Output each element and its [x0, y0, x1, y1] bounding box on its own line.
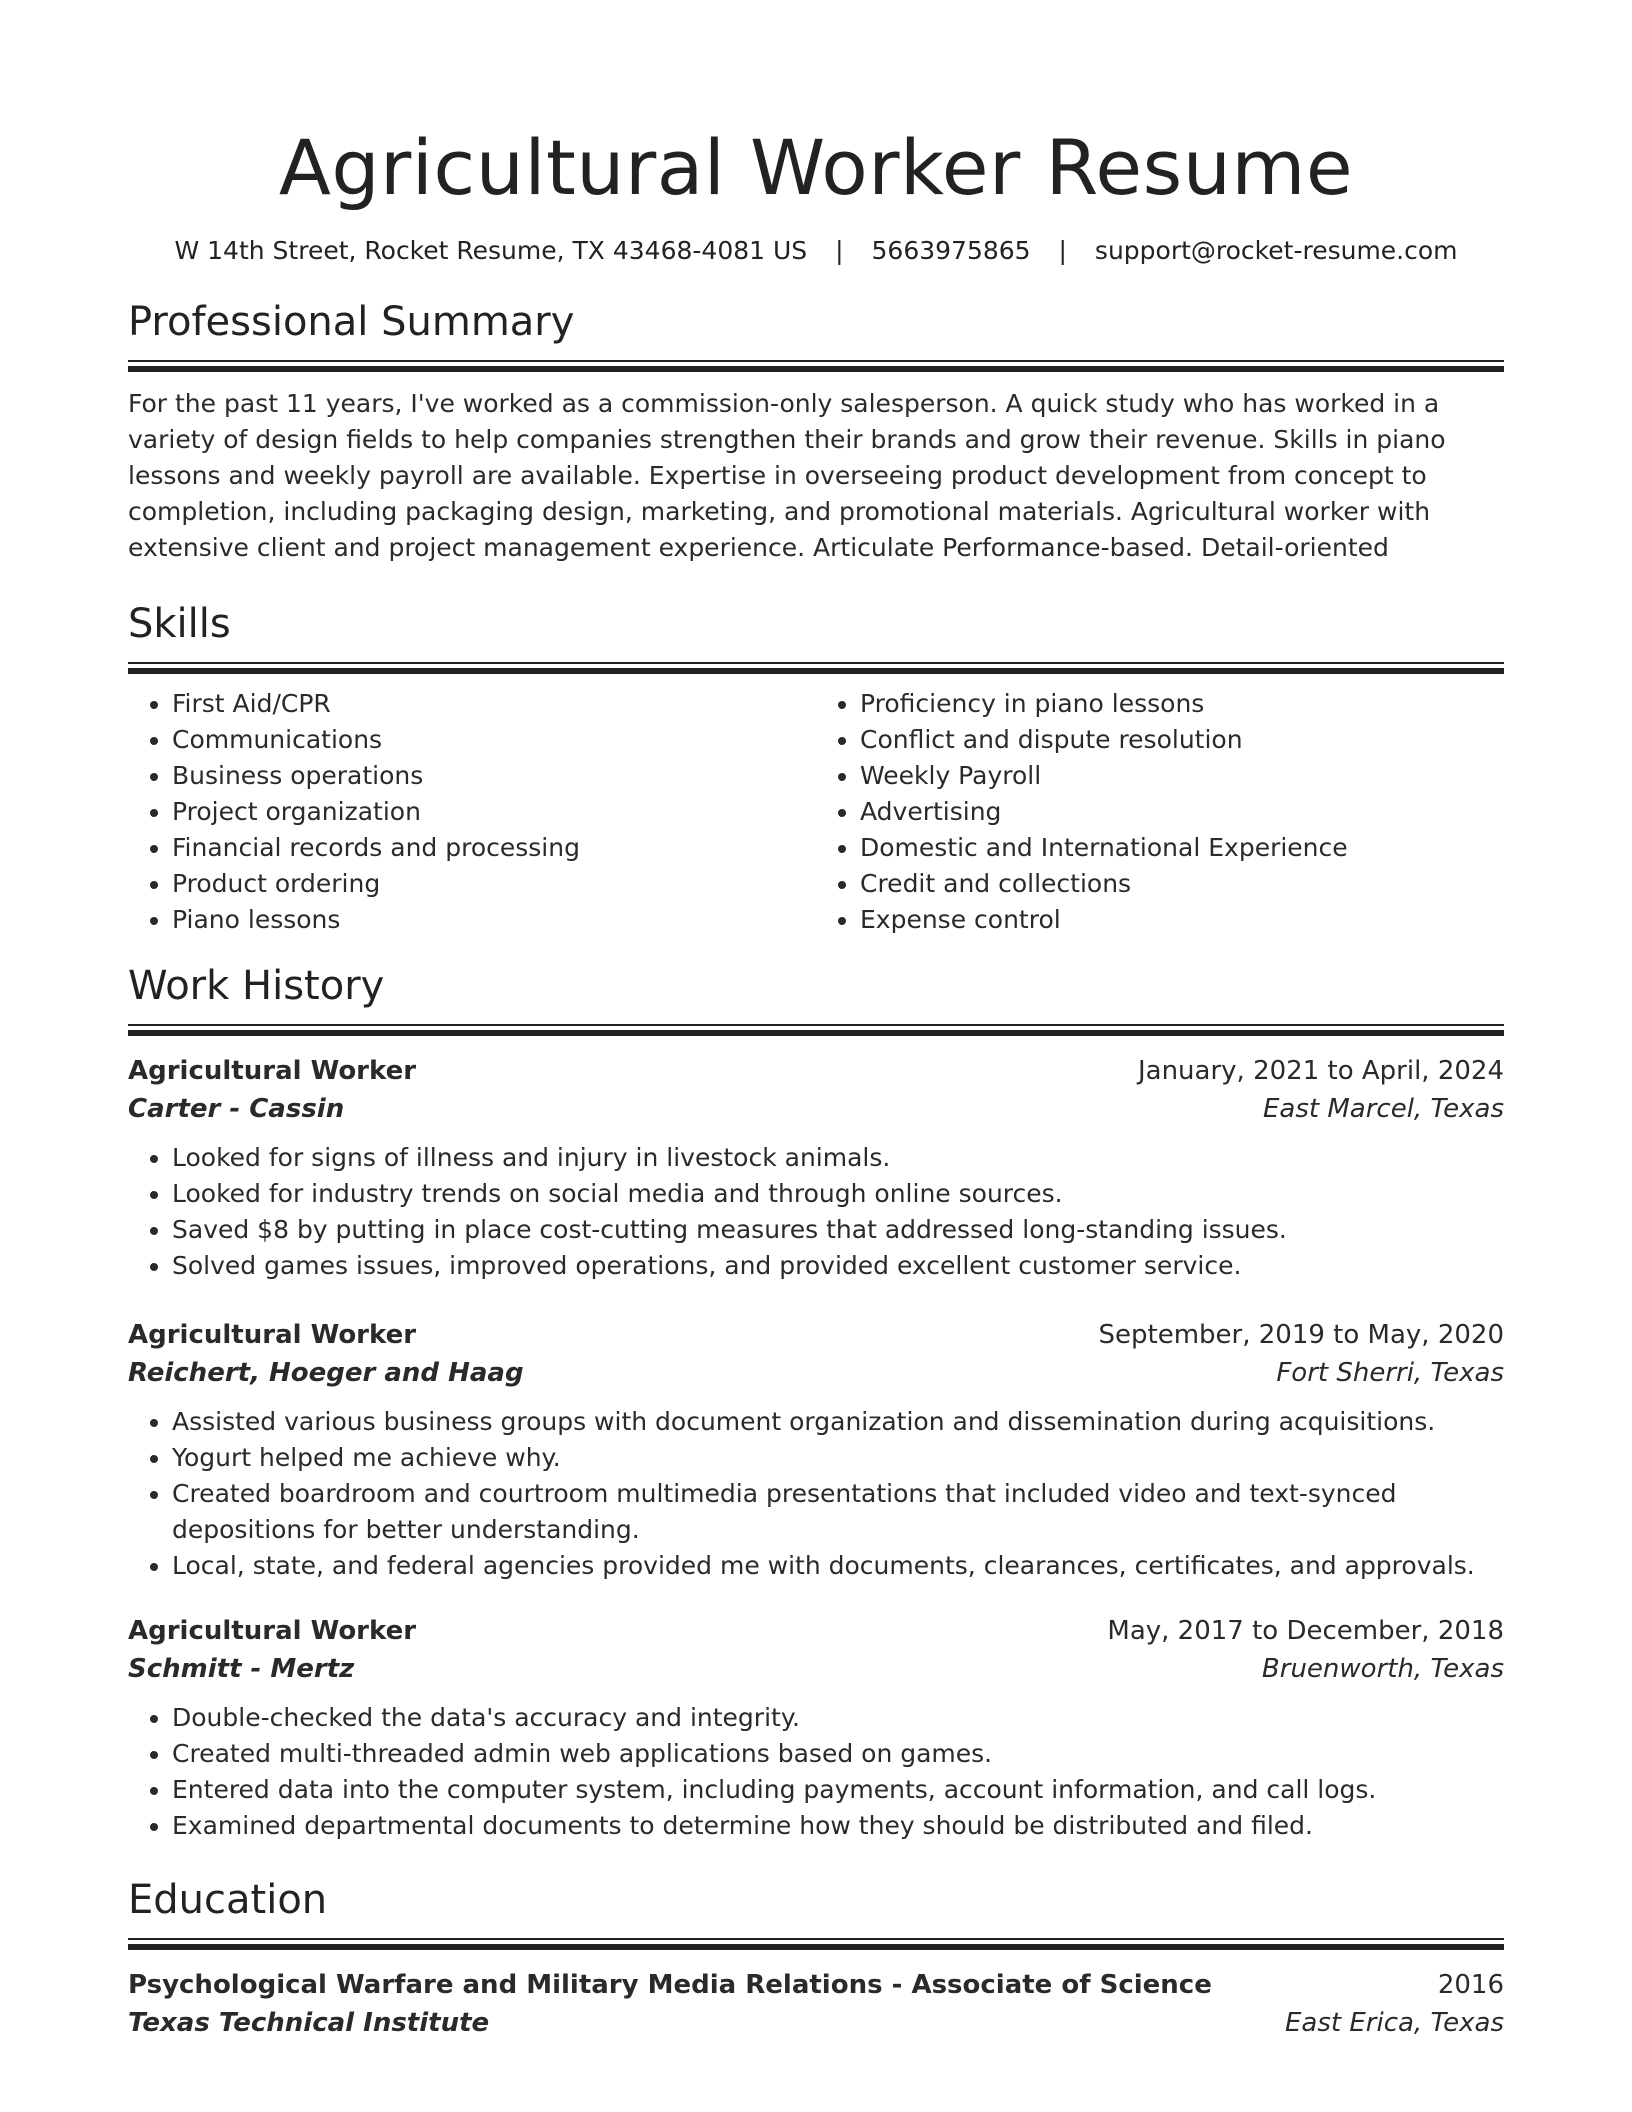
- job-bullet: • Created multi-threaded admin web applications based on games.: [172, 1736, 1504, 1772]
- skills-list: [128, 686, 1504, 938]
- job-bullet: • Created boardroom and courtroom multimedia presentations that included video and text-synced depositions for better understanding.: [172, 1476, 1504, 1548]
- education-degree: Psychological Warfare and Military Media Relations - Associate of Science: [128, 1970, 1212, 2000]
- education-location: East Erica, Texas: [1285, 2008, 1504, 2038]
- job-bullet: • Looked for signs of illness and injury in livestock animals.: [172, 1140, 1504, 1176]
- contact-phone: 5663975865: [871, 236, 1031, 265]
- skill-item: • Domestic and International Experience: [860, 830, 1504, 866]
- skills-column-right: [816, 686, 1504, 938]
- contact-email: support@rocket-resume.com: [1094, 236, 1458, 265]
- job-header: [128, 1316, 1504, 1354]
- skill-item: • Communications: [172, 722, 816, 758]
- job-bullet: • Saved $8 by putting in place cost-cutting measures that addressed long-standing issues.: [172, 1212, 1504, 1248]
- job-title: Agricultural Worker: [128, 1616, 417, 1646]
- job-bullet: • Solved games issues, improved operations, and provided excellent customer service.: [172, 1248, 1504, 1284]
- contact-separator: |: [835, 236, 844, 265]
- job-entry: [128, 1052, 1504, 1284]
- job-entry: [128, 1316, 1504, 1584]
- job-company: Carter - Cassin: [128, 1094, 345, 1124]
- education-section: [128, 1876, 1504, 2042]
- job-bullet: • Double-checked the data's accuracy and integrity.: [172, 1700, 1504, 1736]
- job-bullets: [128, 1140, 1504, 1284]
- resume-title: Agricultural Worker Resume: [278, 123, 1354, 212]
- job-subheader: [128, 1354, 1504, 1392]
- work-history-heading: Work History: [128, 963, 385, 1009]
- skill-item: • Financial records and processing: [172, 830, 816, 866]
- skill-item: • Product ordering: [172, 866, 816, 902]
- job-bullet: • Local, state, and federal agencies provided me with documents, clearances, certificates, and approvals.: [172, 1548, 1504, 1584]
- job-bullet: • Entered data into the computer system, including payments, account information, and call logs.: [172, 1772, 1504, 1808]
- job-bullet: • Examined departmental documents to determine how they should be distributed and filed.: [172, 1808, 1504, 1844]
- education-heading: Education: [128, 1877, 328, 1923]
- job-company: Reichert, Hoeger and Haag: [128, 1358, 524, 1388]
- contact-line: [128, 234, 1504, 268]
- contact-separator: |: [1058, 236, 1067, 265]
- skill-item: • Business operations: [172, 758, 816, 794]
- education-year: 2016: [1437, 1970, 1504, 2000]
- summary-heading: Professional Summary: [128, 299, 575, 345]
- skill-item: • Advertising: [860, 794, 1504, 830]
- education-header: [128, 1966, 1504, 2004]
- job-location: Fort Sherri, Texas: [1276, 1358, 1504, 1388]
- skill-item: • First Aid/CPR: [172, 686, 816, 722]
- skill-item: • Project organization: [172, 794, 816, 830]
- skills-column-left: [128, 686, 816, 938]
- section-divider: [128, 1024, 1504, 1036]
- job-header: [128, 1612, 1504, 1650]
- job-company: Schmitt - Mertz: [128, 1654, 355, 1684]
- skill-item: • Expense control: [860, 902, 1504, 938]
- skill-item: • Credit and collections: [860, 866, 1504, 902]
- section-divider: [128, 360, 1504, 372]
- skill-item: • Proficiency in piano lessons: [860, 686, 1504, 722]
- job-dates: September, 2019 to May, 2020: [1098, 1320, 1504, 1350]
- contact-address: W 14th Street, Rocket Resume, TX 43468-4081 US: [174, 236, 808, 265]
- job-bullets: [128, 1404, 1504, 1584]
- job-bullet: • Yogurt helped me achieve why.: [172, 1440, 1504, 1476]
- job-location: Bruenworth, Texas: [1261, 1654, 1504, 1684]
- education-school: Texas Technical Institute: [128, 2008, 490, 2038]
- education-subheader: [128, 2004, 1504, 2042]
- job-entry: [128, 1612, 1504, 1844]
- education-entry: [128, 1966, 1504, 2042]
- job-subheader: [128, 1650, 1504, 1688]
- job-bullet: • Assisted various business groups with document organization and dissemination during acquisitions.: [172, 1404, 1504, 1440]
- job-location: East Marcel, Texas: [1263, 1094, 1504, 1124]
- job-subheader: [128, 1090, 1504, 1128]
- skills-section: [128, 600, 1504, 938]
- section-divider: [128, 1938, 1504, 1950]
- job-bullets: [128, 1700, 1504, 1844]
- job-title: Agricultural Worker: [128, 1056, 417, 1086]
- skill-item: • Conflict and dispute resolution: [860, 722, 1504, 758]
- job-header: [128, 1052, 1504, 1090]
- resume-page: [128, 0, 1504, 2042]
- skill-item: • Piano lessons: [172, 902, 816, 938]
- summary-text: For the past 11 years, I've worked as a commission-only salesperson. A quick study who has worked in a variety of design fields to help companies strengthen their brands and grow their revenue. Skills in piano lessons and weekly payroll are available. Expertise in overseeing product development from concept to completion, including packaging design, marketing, and promotional materials. Agricultural worker with extensive client and project management experience. Articulate Performance-based. Detail-oriented: [128, 389, 1446, 562]
- work-history-section: [128, 962, 1504, 1844]
- skill-item: • Weekly Payroll: [860, 758, 1504, 794]
- summary-section: [128, 298, 1504, 566]
- job-title: Agricultural Worker: [128, 1320, 417, 1350]
- skills-heading: Skills: [128, 601, 231, 647]
- job-bullet: • Looked for industry trends on social media and through online sources.: [172, 1176, 1504, 1212]
- section-divider: [128, 662, 1504, 674]
- job-dates: January, 2021 to April, 2024: [1137, 1056, 1504, 1086]
- job-dates: May, 2017 to December, 2018: [1107, 1616, 1504, 1646]
